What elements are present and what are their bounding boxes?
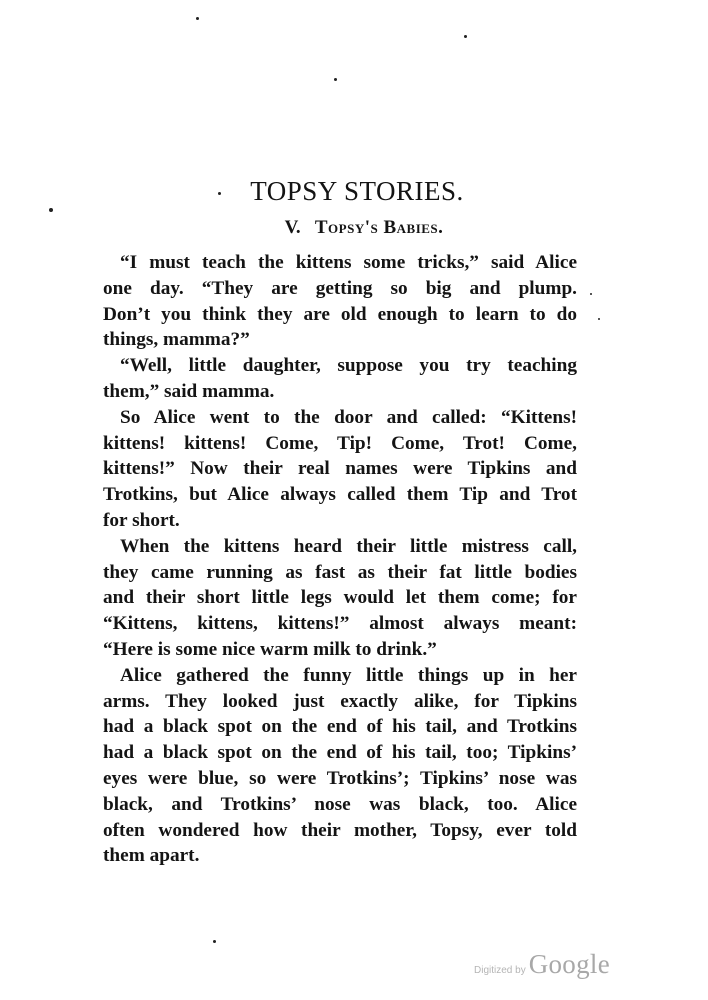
chapter-heading <box>0 217 708 239</box>
scan-speck <box>334 78 337 81</box>
text-line: “Kittens, kittens, kittens!” almost always meant: <box>103 613 577 635</box>
text-line: “I must teach the kittens some tricks,” said Alice <box>120 252 577 273</box>
text-line: “Here is some nice warm milk to drink.” <box>103 638 437 660</box>
text-line: and their short little legs would let them come; for <box>103 587 577 609</box>
text-line: kittens! kittens! Come, Tip! Come, Trot! Come, <box>103 432 577 454</box>
text-line: for short. <box>103 509 180 531</box>
scan-speck <box>213 940 216 943</box>
text-line: often wondered how their mother, Topsy, ever told <box>103 819 577 841</box>
text-line: So Alice went to the door and called: “Kittens! <box>120 406 577 428</box>
text-line: had a black spot on the end of his tail, too; Tipkins’ <box>103 742 577 764</box>
text-line: them,” said mamma. <box>103 380 275 402</box>
scan-speck <box>49 208 53 212</box>
text-line: kittens!” Now their real names were Tipkins and <box>103 458 577 480</box>
scan-speck <box>196 17 199 20</box>
text-line: things, mamma?” <box>103 329 250 351</box>
scan-speck <box>590 293 592 295</box>
scan-speck <box>598 318 600 320</box>
text-line: When the kittens heard their little mistress call, <box>120 535 577 557</box>
story-text <box>103 250 577 869</box>
chapter-name: Topsy's Babies. <box>314 217 444 238</box>
text-line: they came running as fast as their fat little bodies <box>103 561 577 583</box>
digitized-watermark <box>474 950 610 980</box>
chapter-number: V. <box>284 217 301 238</box>
scan-speck <box>464 35 467 38</box>
watermark-prefix: Digitized by <box>474 965 526 976</box>
text-line: Trotkins, but Alice always called them Tip and Trot <box>103 484 577 506</box>
page-title: TOPSY STORIES. <box>250 176 464 206</box>
text-line: had a black spot on the end of his tail, and Trotkins <box>103 716 577 738</box>
text-line: them apart. <box>103 845 200 867</box>
text-line: “Well, little daughter, suppose you try teaching <box>120 355 577 377</box>
text-line: arms. They looked just exactly alike, for Tipkins <box>103 690 577 712</box>
text-line: Don’t you think they are old enough to learn to do <box>103 303 577 325</box>
text-line: Alice gathered the funny little things up in her <box>120 664 577 686</box>
text-line: one day. “They are getting so big and plump. <box>103 277 577 299</box>
text-line: eyes were blue, so were Trotkins’; Tipkins’ nose was <box>103 767 577 789</box>
google-logo: Google <box>528 949 610 979</box>
text-line: black, and Trotkins’ nose was black, too. Alice <box>103 793 577 815</box>
